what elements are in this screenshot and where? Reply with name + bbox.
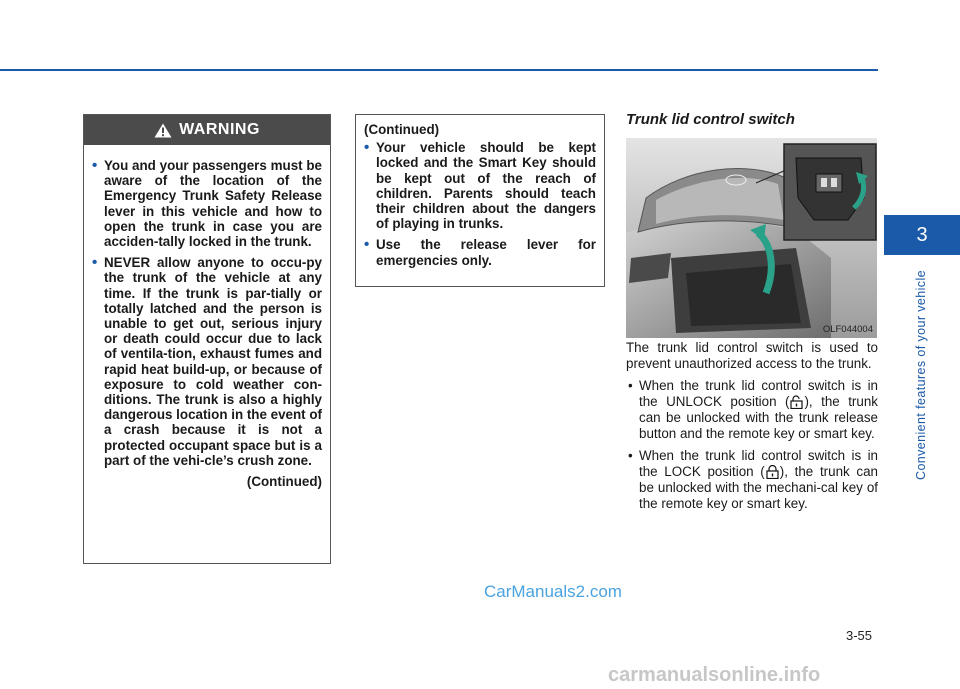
header-rule (0, 69, 878, 71)
bullet-icon: • (92, 254, 98, 272)
bullet-icon: • (364, 139, 370, 157)
bullet-icon: • (628, 378, 633, 393)
trunk-illustration (626, 138, 877, 338)
lock-icon (766, 465, 779, 479)
continued-title: (Continued) (364, 122, 440, 137)
continued-item: • Your vehicle should be kept locked and the Smart Key should be kept out of the reach of children. Parents should teach their children about the dangers of playing in trunks. (364, 139, 596, 232)
chapter-caption: Convenient features of your vehicle (914, 270, 928, 480)
warning-triangle-icon (154, 123, 172, 138)
warning-continued: (Continued) (246, 474, 322, 490)
chapter-tab: 3 (884, 215, 960, 255)
section-title: Trunk lid control switch (626, 111, 795, 128)
continued-item: • Use the release lever for emergencies only. (364, 236, 596, 268)
figure-label: OLF044004 (822, 324, 873, 335)
unlock-icon (790, 395, 803, 409)
warning-item: • NEVER allow anyone to occu-py the trunk of the vehicle at any time. If the trunk is par-tially or totally latched and the person is unable to get out, serious injury or death could occur due to lack of ventila-tion, exhaust fumes and rapid heat build-up, or because of exposure to cold weather con-ditions. The trunk is also a highly dangerous location in the event of a crash because it is not a protected occupant space but is a part of the vehi-cle’s crush zone. (92, 254, 322, 468)
watermark-top: CarManuals2.com (484, 582, 622, 601)
bullet-icon: • (364, 236, 370, 254)
warning-box (83, 114, 331, 564)
bullet-icon: • (92, 157, 98, 174)
list-item: • When the trunk lid control switch is in the UNLOCK position ( ), the trunk can be unlocked with the trunk release button and the remote key or smart key. (628, 378, 878, 441)
bullet-icon: • (628, 448, 633, 463)
warning-title: WARNING (179, 121, 260, 138)
section-body (626, 340, 878, 518)
watermark-bottom: carmanualsonline.info (608, 664, 821, 686)
list-item: • When the trunk lid control switch is in the LOCK position ( ), the trunk can be unlocked with the mechani-cal key of the remote key or smart key. (628, 448, 878, 511)
warning-item: • You and your passengers must be aware of the location of the Emergency Trunk Safety Release lever in this vehicle and how to open the trunk in case you are acciden-tally locked in the trunk. (92, 157, 322, 250)
page-number: 3-55 (846, 628, 873, 643)
trunk-figure (626, 138, 877, 338)
continued-warning-box (355, 114, 605, 287)
warning-header (84, 115, 330, 145)
intro-paragraph: The trunk lid control switch is used to prevent unauthorized access to the trunk. (626, 340, 878, 371)
